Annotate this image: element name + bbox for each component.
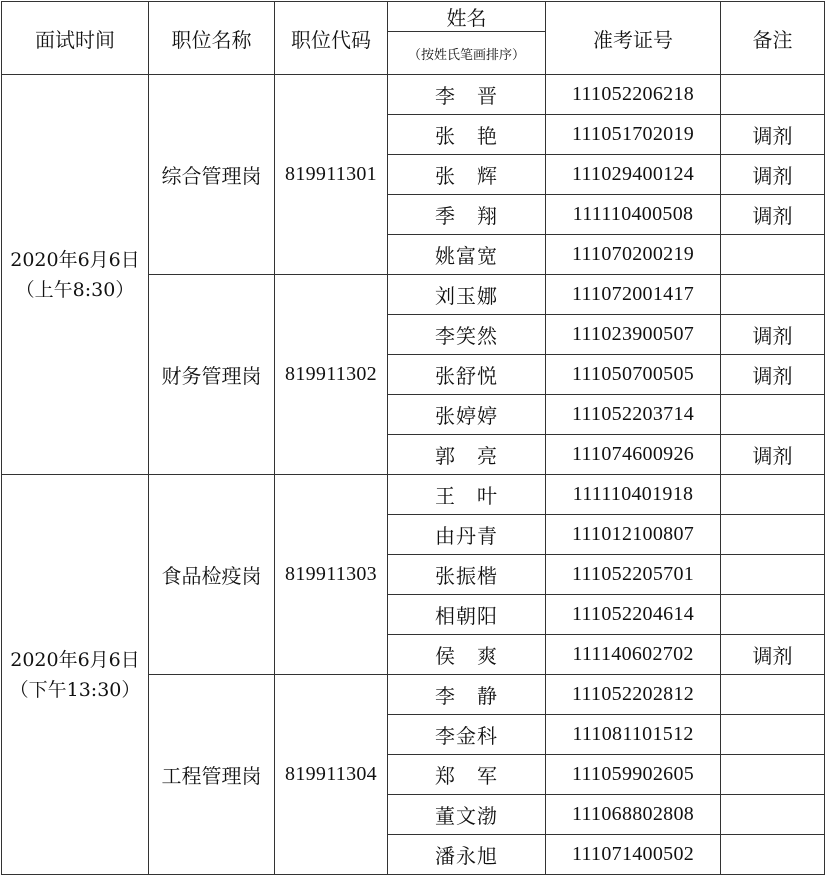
candidate-exam-no: 111110400508	[546, 195, 721, 235]
candidate-name: 张 辉	[388, 155, 546, 195]
candidate-exam-no: 111051702019	[546, 115, 721, 155]
candidate-exam-no: 111029400124	[546, 155, 721, 195]
table-body	[2, 75, 825, 875]
candidate-exam-no: 111081101512	[546, 715, 721, 755]
table-row	[2, 75, 825, 115]
candidate-name: 李金科	[388, 715, 546, 755]
table-row	[2, 475, 825, 515]
candidate-remark: 调剂	[721, 635, 825, 675]
header-name	[388, 2, 546, 32]
candidate-exam-no: 111059902605	[546, 755, 721, 795]
candidate-remark	[721, 75, 825, 115]
interview-slot: （上午8:30）	[15, 278, 135, 301]
header-exam-no: 准考证号	[546, 2, 721, 75]
candidate-exam-no: 111072001417	[546, 275, 721, 315]
interview-date: 2020年6月6日	[10, 648, 140, 671]
interview-slot: （下午13:30）	[9, 678, 141, 701]
candidate-name: 张振楷	[388, 555, 546, 595]
candidate-remark	[721, 515, 825, 555]
header-time: 面试时间	[2, 2, 149, 75]
candidate-remark	[721, 275, 825, 315]
position-code: 819911302	[275, 275, 388, 475]
candidate-remark: 调剂	[721, 155, 825, 195]
candidate-exam-no: 111050700505	[546, 355, 721, 395]
candidate-exam-no: 111012100807	[546, 515, 721, 555]
candidate-name: 李 晋	[388, 75, 546, 115]
position-title: 财务管理岗	[149, 275, 275, 475]
candidate-remark	[721, 755, 825, 795]
candidate-remark	[721, 715, 825, 755]
candidate-name: 王 叶	[388, 475, 546, 515]
header-code: 职位代码	[275, 2, 388, 75]
candidate-remark: 调剂	[721, 195, 825, 235]
candidate-exam-no: 111074600926	[546, 435, 721, 475]
header-name-note: （按姓氏笔画排序）	[388, 32, 546, 75]
position-code: 819911304	[275, 675, 388, 875]
candidate-exam-no: 111052206218	[546, 75, 721, 115]
candidate-exam-no: 111071400502	[546, 835, 721, 875]
candidate-exam-no: 111052204614	[546, 595, 721, 635]
candidate-name: 董文渤	[388, 795, 546, 835]
position-title: 工程管理岗	[149, 675, 275, 875]
candidate-remark	[721, 835, 825, 875]
candidate-name: 相朝阳	[388, 595, 546, 635]
candidate-name: 姚富宽	[388, 235, 546, 275]
candidate-exam-no: 111052205701	[546, 555, 721, 595]
candidate-name: 张婷婷	[388, 395, 546, 435]
candidate-remark	[721, 235, 825, 275]
candidate-name: 侯 爽	[388, 635, 546, 675]
position-code: 819911303	[275, 475, 388, 675]
candidate-name: 李笑然	[388, 315, 546, 355]
candidate-name: 潘永旭	[388, 835, 546, 875]
candidate-exam-no: 111068802808	[546, 795, 721, 835]
header-name-label: 姓名	[446, 6, 487, 30]
candidate-exam-no: 111140602702	[546, 635, 721, 675]
candidate-remark	[721, 555, 825, 595]
candidate-name: 郑 军	[388, 755, 546, 795]
candidate-remark	[721, 675, 825, 715]
candidate-remark	[721, 475, 825, 515]
candidate-name: 郭 亮	[388, 435, 546, 475]
candidate-exam-no: 111052202812	[546, 675, 721, 715]
header-remark: 备注	[721, 2, 825, 75]
candidate-name: 张舒悦	[388, 355, 546, 395]
candidate-remark: 调剂	[721, 315, 825, 355]
candidate-name: 刘玉娜	[388, 275, 546, 315]
interview-time-cell	[2, 475, 149, 875]
candidate-name: 张 艳	[388, 115, 546, 155]
candidate-remark	[721, 395, 825, 435]
position-code: 819911301	[275, 75, 388, 275]
interview-schedule-table	[1, 1, 825, 875]
candidate-remark: 调剂	[721, 435, 825, 475]
candidate-exam-no: 111023900507	[546, 315, 721, 355]
table-header	[2, 2, 825, 75]
candidate-exam-no: 111110401918	[546, 475, 721, 515]
header-position: 职位名称	[149, 2, 275, 75]
candidate-remark	[721, 795, 825, 835]
candidate-remark	[721, 595, 825, 635]
candidate-remark: 调剂	[721, 115, 825, 155]
position-title: 食品检疫岗	[149, 475, 275, 675]
position-title: 综合管理岗	[149, 75, 275, 275]
candidate-name: 由丹青	[388, 515, 546, 555]
interview-date: 2020年6月6日	[10, 248, 140, 271]
candidate-exam-no: 111052203714	[546, 395, 721, 435]
candidate-name: 季 翔	[388, 195, 546, 235]
candidate-name: 李 静	[388, 675, 546, 715]
candidate-exam-no: 111070200219	[546, 235, 721, 275]
interview-time-cell	[2, 75, 149, 475]
candidate-remark: 调剂	[721, 355, 825, 395]
